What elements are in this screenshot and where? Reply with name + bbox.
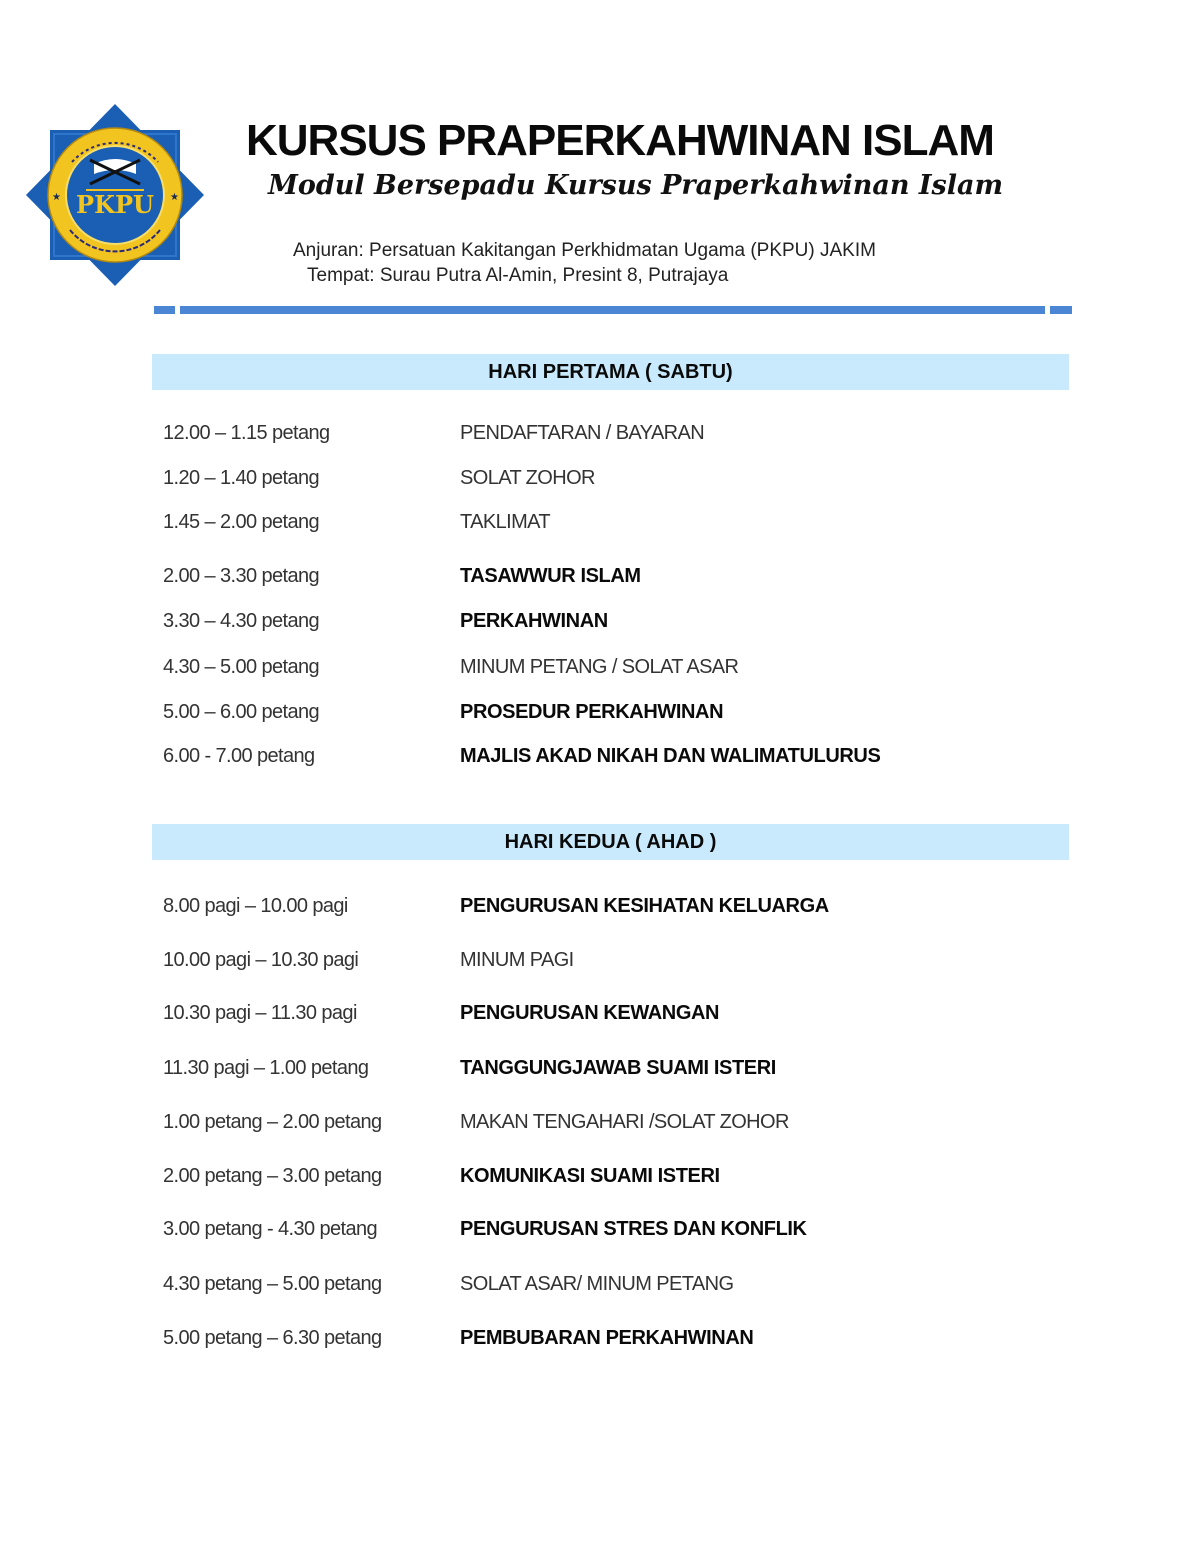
schedule-time: 2.00 – 3.30 petang (163, 565, 320, 587)
schedule-row (0, 656, 1200, 684)
schedule-time: 6.00 - 7.00 petang (163, 745, 315, 767)
schedule-time: 5.00 – 6.00 petang (163, 701, 320, 723)
schedule-row (0, 1273, 1200, 1301)
schedule-activity: PENGURUSAN STRES DAN KONFLIK (460, 1218, 807, 1240)
schedule-activity: MINUM PAGI (460, 949, 574, 971)
schedule-row (0, 1002, 1200, 1030)
schedule-row (0, 565, 1200, 593)
schedule-activity: TASAWWUR ISLAM (460, 565, 641, 587)
schedule-row (0, 610, 1200, 638)
schedule-activity: PEMBUBARAN PERKAHWINAN (460, 1327, 754, 1349)
schedule-time: 2.00 petang – 3.00 petang (163, 1165, 382, 1187)
schedule-row (0, 1218, 1200, 1246)
schedule-time: 1.00 petang – 2.00 petang (163, 1111, 382, 1133)
schedule-row (0, 422, 1200, 450)
schedule-row (0, 467, 1200, 495)
schedule-row (0, 511, 1200, 539)
schedule-row (0, 1327, 1200, 1355)
schedule-row (0, 949, 1200, 977)
schedule-row (0, 745, 1200, 773)
page-subtitle: Modul Bersepadu Kursus Praperkahwinan Islam (268, 170, 1004, 201)
schedule-activity: KOMUNIKASI SUAMI ISTERI (460, 1165, 720, 1187)
schedule-row (0, 895, 1200, 923)
schedule-row (0, 1057, 1200, 1085)
day2-heading: HARI KEDUA ( AHAD ) (152, 824, 1069, 860)
schedule-activity: PENGURUSAN KESIHATAN KELUARGA (460, 895, 829, 917)
schedule-time: 8.00 pagi – 10.00 pagi (163, 895, 348, 917)
day1-heading: HARI PERTAMA ( SABTU) (152, 354, 1069, 390)
schedule-row (0, 701, 1200, 729)
venue-line: Tempat: Surau Putra Al-Amin, Presint 8, Putrajaya (307, 265, 729, 286)
schedule-time: 1.45 – 2.00 petang (163, 511, 320, 533)
logo-text: PKPU (76, 190, 154, 219)
schedule-time: 4.30 – 5.00 petang (163, 656, 320, 678)
divider-left-segment (154, 306, 175, 314)
svg-text:★: ★ (170, 192, 179, 203)
schedule-activity: SOLAT ASAR/ MINUM PETANG (460, 1273, 734, 1295)
schedule-activity: SOLAT ZOHOR (460, 467, 595, 489)
schedule-time: 3.30 – 4.30 petang (163, 610, 320, 632)
schedule-activity: PENGURUSAN KEWANGAN (460, 1002, 720, 1024)
schedule-time: 1.20 – 1.40 petang (163, 467, 320, 489)
schedule-activity: PENDAFTARAN / BAYARAN (460, 422, 705, 444)
schedule-activity: MAKAN TENGAHARI /SOLAT ZOHOR (460, 1111, 789, 1133)
schedule-time: 3.00 petang - 4.30 petang (163, 1218, 378, 1240)
schedule-time: 10.00 pagi – 10.30 pagi (163, 949, 359, 971)
schedule-time: 12.00 – 1.15 petang (163, 422, 330, 444)
pkpu-logo (24, 102, 206, 288)
schedule-row (0, 1165, 1200, 1193)
schedule-time: 10.30 pagi – 11.30 pagi (163, 1002, 357, 1024)
schedule-time: 5.00 petang – 6.30 petang (163, 1327, 382, 1349)
organizer-line: Anjuran: Persatuan Kakitangan Perkhidmatan Ugama (PKPU) JAKIM (293, 240, 876, 261)
schedule-time: 4.30 petang – 5.00 petang (163, 1273, 382, 1295)
divider-main-segment (180, 306, 1045, 314)
schedule-time: 11.30 pagi – 1.00 petang (163, 1057, 369, 1079)
page-title: KURSUS PRAPERKAHWINAN ISLAM (246, 116, 994, 165)
schedule-activity: TAKLIMAT (460, 511, 551, 533)
schedule-activity: PERKAHWINAN (460, 610, 608, 632)
schedule-row (0, 1111, 1200, 1139)
schedule-activity: PROSEDUR PERKAHWINAN (460, 701, 724, 723)
schedule-activity: MINUM PETANG / SOLAT ASAR (460, 656, 739, 678)
svg-text:★: ★ (52, 192, 61, 203)
schedule-activity: TANGGUNGJAWAB SUAMI ISTERI (460, 1057, 776, 1079)
schedule-activity: MAJLIS AKAD NIKAH DAN WALIMATULURUS (460, 745, 881, 767)
divider-right-segment (1050, 306, 1072, 314)
